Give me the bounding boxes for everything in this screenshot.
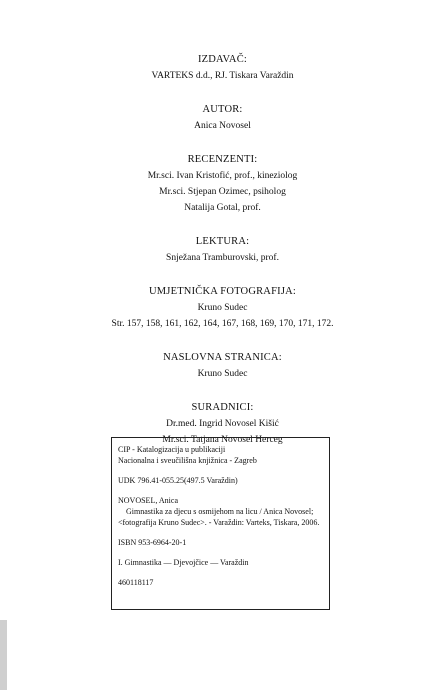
section-line: Mr.sci. Stjepan Ozimec, psiholog <box>159 187 286 197</box>
cip-description-cont: <fotografija Kruno Sudec>. - Varaždin: Varteks, Tiskara, 2006. <box>118 518 320 527</box>
section-line: Kruno Sudec <box>197 303 248 313</box>
scan-edge-shadow <box>0 620 7 690</box>
cip-record-box <box>111 437 330 610</box>
cip-author: NOVOSEL, Anica <box>118 496 178 505</box>
section-naslovna <box>0 350 445 382</box>
section-line: Str. 157, 158, 161, 162, 164, 167, 168, 169, 170, 171, 172. <box>111 319 334 329</box>
section-recenzenti <box>0 152 445 216</box>
section-heading: NASLOVNA STRANICA: <box>163 352 282 363</box>
section-autor <box>0 102 445 134</box>
section-heading: RECENZENTI: <box>187 154 258 165</box>
cip-udk: UDK 796.41-055.25(497.5 Varaždin) <box>118 476 238 485</box>
section-line: Mr.sci. Ivan Kristofić, prof., kineziolog <box>147 171 298 181</box>
section-heading: SURADNICI: <box>191 402 254 413</box>
cip-title: CIP - Katalogizacija u publikaciji <box>118 445 226 454</box>
section-heading: AUTOR: <box>202 104 243 115</box>
credits-block <box>0 52 445 466</box>
section-line: Snježana Tramburovski, prof. <box>166 253 279 263</box>
cip-description: Gimnastika za djecu s osmijehom na licu / Anica Novosel; <box>126 507 314 516</box>
section-line: Kruno Sudec <box>197 369 248 379</box>
cip-isbn: ISBN 953-6964-20-1 <box>118 538 187 547</box>
section-lektura <box>0 234 445 266</box>
section-line: Natalija Gotal, prof. <box>184 203 261 213</box>
cip-subjects: I. Gimnastika — Djevojčice — Varaždin <box>118 558 249 567</box>
section-line: Anica Novosel <box>194 121 251 131</box>
section-heading: IZDAVAČ: <box>197 54 248 65</box>
section-heading: LEKTURA: <box>195 236 250 247</box>
section-izdavac <box>0 52 445 84</box>
section-line: Mr.sci. Tatjana Novosel Herceg <box>162 435 283 445</box>
cip-library: Nacionalna i sveučilišna knjižnica - Zagreb <box>118 456 257 465</box>
section-line: VARTEKS d.d., RJ. Tiskara Varaždin <box>151 71 294 81</box>
section-heading: UMJETNIČKA FOTOGRAFIJA: <box>148 286 297 297</box>
section-fotografija <box>0 284 445 332</box>
section-line: Dr.med. Ingrid Novosel Kišić <box>166 419 279 429</box>
cip-record-number: 460118117 <box>118 578 154 587</box>
